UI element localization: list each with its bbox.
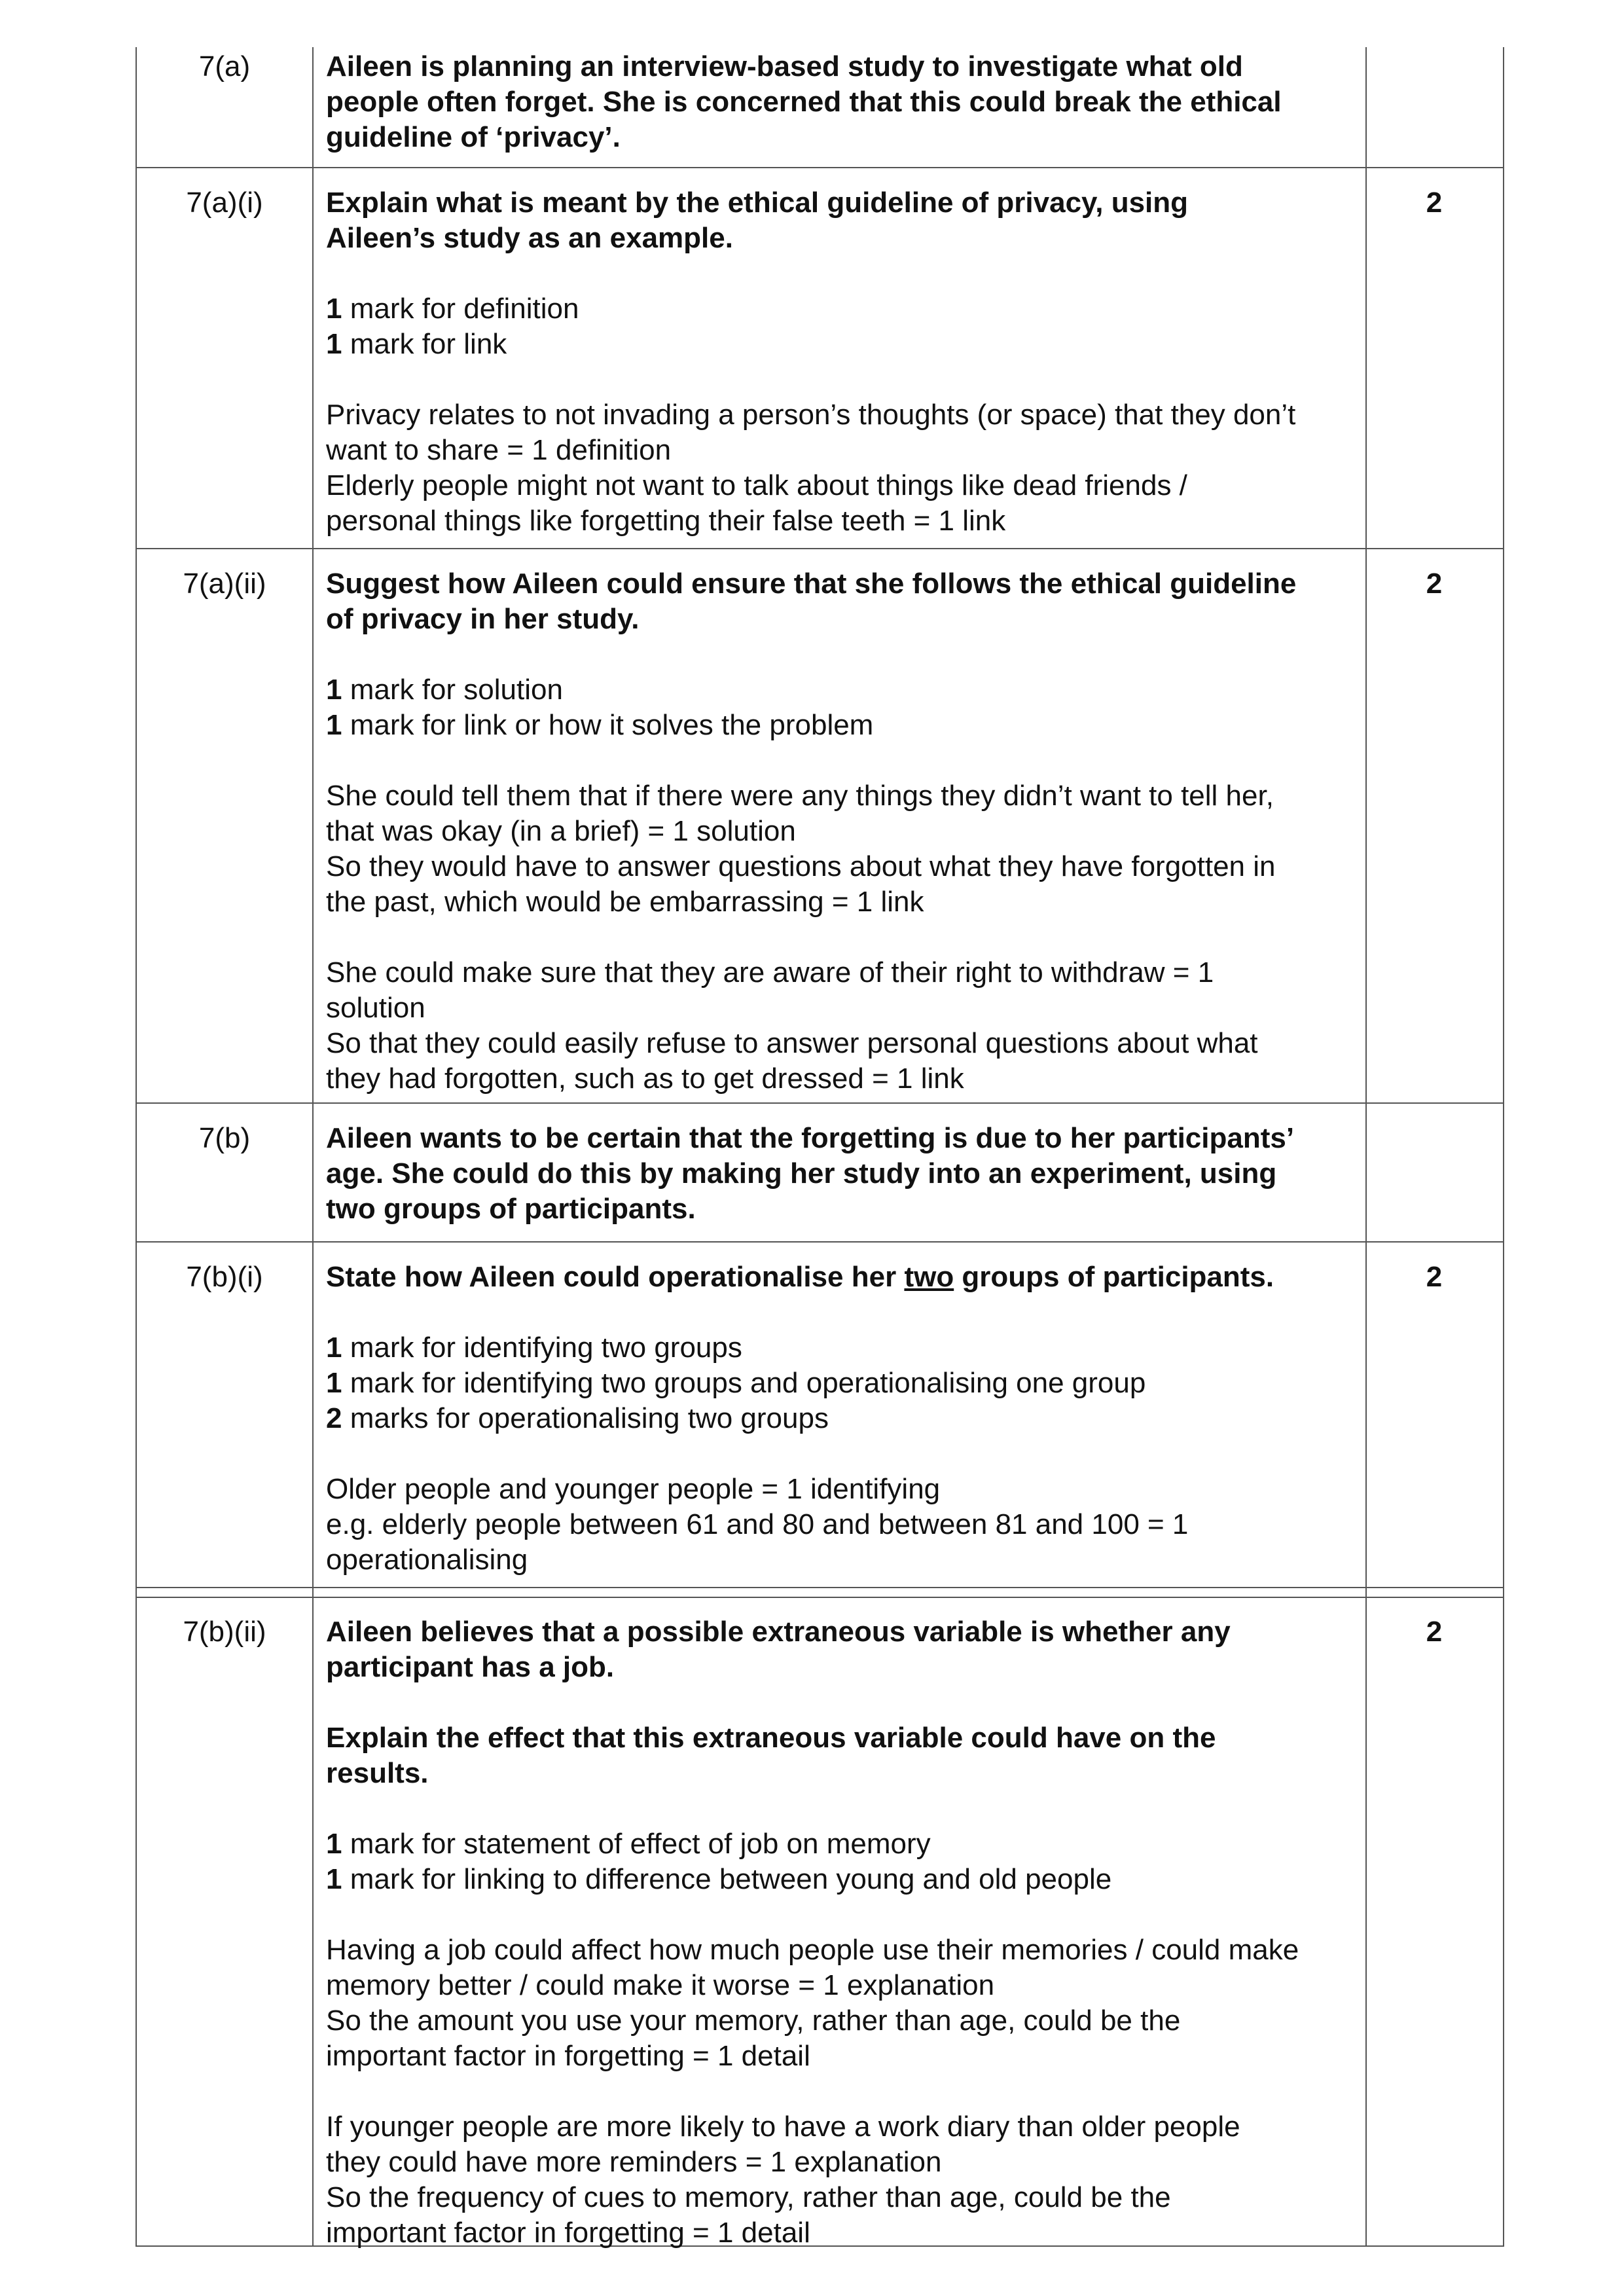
question-number: 7(b) — [198, 1122, 251, 1154]
question-line: Aileen’s study as an example. — [326, 222, 733, 254]
answer-line: If younger people are more likely to have a work diary than older people — [326, 2111, 1240, 2143]
question-text — [326, 1260, 1354, 1578]
mark-criterion: 1 mark for link — [326, 328, 507, 360]
answer-line: the past, which would be embarrassing = 1 link — [326, 886, 924, 918]
row-divider — [135, 167, 1504, 168]
answer-line: e.g. elderly people between 61 and 80 and between 81 and 100 = 1 — [326, 1508, 1189, 1540]
question-line: guideline of ‘privacy’. — [326, 121, 621, 153]
answer-line: important factor in forgetting = 1 detail — [326, 2040, 810, 2072]
question-line: participant has a job. — [326, 1651, 615, 1683]
question-line: Aileen wants to be certain that the forgetting is due to her participants’ — [326, 1122, 1295, 1154]
answer-line: Having a job could affect how much people use their memories / could make — [326, 1934, 1299, 1966]
question-line: age. She could do this by making her study into an experiment, using — [326, 1157, 1277, 1189]
question-line: Aileen is planning an interview-based study to investigate what old — [326, 50, 1243, 82]
mark-criterion: 1 mark for solution — [326, 674, 563, 706]
question-line: of privacy in her study. — [326, 603, 640, 635]
question-text — [326, 566, 1354, 1097]
answer-line: memory better / could make it worse = 1 explanation — [326, 1969, 995, 2001]
row-divider — [135, 1102, 1504, 1104]
answer-line: operationalising — [326, 1544, 528, 1576]
question-number: 7(b)(ii) — [183, 1616, 266, 1648]
question-line: Suggest how Aileen could ensure that she follows the ethical guideline — [326, 568, 1297, 600]
question-line: Explain what is meant by the ethical guideline of privacy, using — [326, 187, 1189, 219]
answer-line: So the amount you use your memory, rather than age, could be the — [326, 2005, 1181, 2037]
question-line: Aileen believes that a possible extraneous variable is whether any — [326, 1616, 1231, 1648]
row-divider — [135, 1241, 1504, 1243]
mark-criterion: 1 mark for identifying two groups — [326, 1332, 742, 1364]
question-line: two groups of participants. — [326, 1193, 696, 1225]
question-number: 7(a) — [198, 50, 251, 82]
answer-line: So that they could easily refuse to answer personal questions about what — [326, 1027, 1258, 1059]
table-border-right — [1503, 47, 1504, 2247]
mark-criterion: 2 marks for operationalising two groups — [326, 1402, 829, 1434]
answer-line: personal things like forgetting their false teeth = 1 link — [326, 505, 1006, 537]
question-line: people often forget. She is concerned that this could break the ethical — [326, 86, 1282, 118]
answer-line: She could tell them that if there were any things they didn’t want to tell her, — [326, 780, 1274, 812]
question-line: State how Aileen could operationalise her two groups of participants. — [326, 1261, 1274, 1293]
mark-criterion: 1 mark for statement of effect of job on memory — [326, 1828, 931, 1860]
marks-value: 2 — [1426, 1616, 1443, 1648]
answer-line: So the frequency of cues to memory, rather than age, could be the — [326, 2181, 1171, 2213]
answer-line: Older people and younger people = 1 identifying — [326, 1473, 941, 1505]
answer-line: solution — [326, 992, 425, 1024]
mark-criterion: 1 mark for link or how it solves the problem — [326, 709, 874, 741]
answer-line: Privacy relates to not invading a person’s thoughts (or space) that they don’t — [326, 399, 1296, 431]
row-divider — [135, 548, 1504, 549]
mark-criterion: 1 mark for linking to difference between young and old people — [326, 1863, 1112, 1895]
question-text — [326, 1614, 1354, 2251]
answer-line: important factor in forgetting = 1 detail — [326, 2217, 810, 2249]
table-divider-id — [312, 47, 314, 2247]
question-number: 7(b)(i) — [186, 1261, 263, 1293]
mark-criterion: 1 mark for identifying two groups and operationalising one group — [326, 1367, 1146, 1399]
underlined-word: two — [904, 1261, 954, 1293]
question-text — [326, 49, 1354, 155]
question-number: 7(a)(i) — [186, 187, 263, 219]
answer-line: they could have more reminders = 1 explanation — [326, 2146, 942, 2178]
marks-value: 2 — [1426, 187, 1443, 219]
marks-value: 2 — [1426, 1261, 1443, 1293]
table-divider-marks — [1365, 47, 1367, 2247]
answer-line: want to share = 1 definition — [326, 434, 672, 466]
question-text — [326, 1121, 1354, 1227]
question-line: Explain the effect that this extraneous variable could have on the — [326, 1722, 1216, 1754]
row-divider — [135, 1587, 1504, 1588]
question-number: 7(a)(ii) — [183, 568, 266, 600]
answer-line: So they would have to answer questions about what they have forgotten in — [326, 850, 1276, 882]
answer-line: they had forgotten, such as to get dressed = 1 link — [326, 1062, 964, 1095]
marks-value: 2 — [1426, 568, 1443, 600]
answer-line: that was okay (in a brief) = 1 solution — [326, 815, 796, 847]
question-line: results. — [326, 1757, 429, 1789]
row-divider — [135, 1597, 1504, 1598]
answer-line: She could make sure that they are aware of their right to withdraw = 1 — [326, 956, 1214, 989]
answer-line: Elderly people might not want to talk about things like dead friends / — [326, 469, 1187, 501]
question-text — [326, 185, 1354, 539]
mark-criterion: 1 mark for definition — [326, 293, 579, 325]
